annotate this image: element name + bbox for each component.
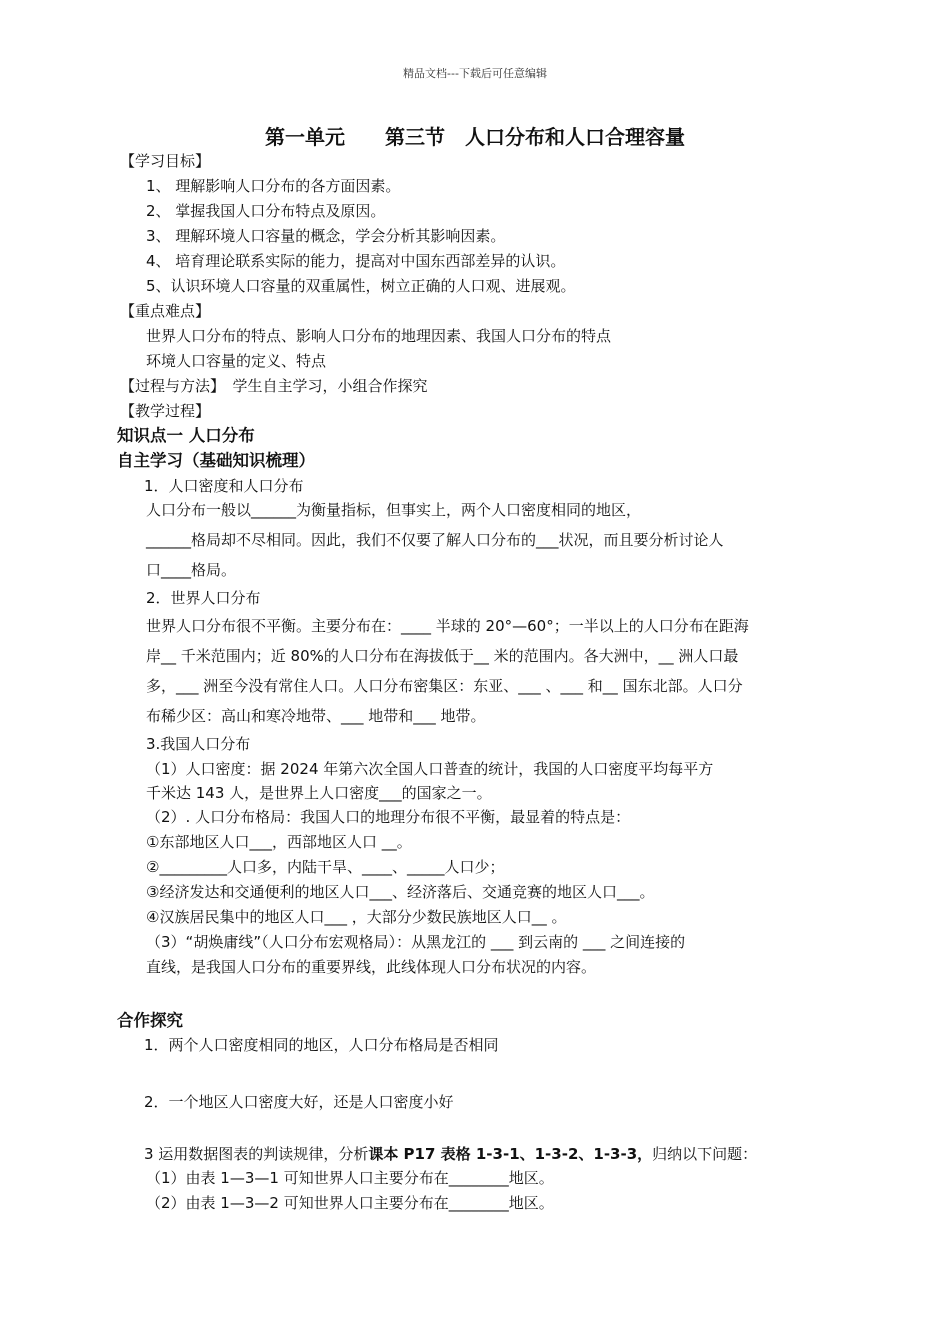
section3-line: （2）. 人口分布格局：我国人口的地理分布很不平衡，最显着的特点是： — [146, 808, 631, 826]
coop-question: 2．一个地区人口密度大好，还是人口密度小好 — [144, 1093, 454, 1111]
coop-heading: 合作探究 — [117, 1011, 183, 1030]
key-point-item: 环境人口容量的定义、特点 — [146, 352, 327, 370]
coop-subquestion: （1）由表 1—3—1 可知世界人口主要分布在________地区。 — [146, 1169, 554, 1187]
key-point-item: 世界人口分布的特点、影响人口分布的地理因素、我国人口分布的特点 — [146, 327, 612, 345]
page-title: 第一单元 第三节 人口分布和人口合理容量 — [265, 125, 685, 149]
coop-question-3 — [144, 1145, 757, 1163]
coop-question: 1．两个人口密度相同的地区，人口分布格局是否相同 — [144, 1036, 499, 1054]
goals-heading: 【学习目标】 — [120, 152, 211, 170]
section3-line: （1）人口密度：据 2024 年第六次全国人口普查的统计，我国的人口密度平均每平方 — [146, 760, 714, 778]
q3-suffix: 归纳以下问题： — [652, 1145, 758, 1163]
goal-item: 4、 培育理论联系实际的能力，提高对中国东西部差异的认识。 — [146, 252, 566, 270]
section3-line: ①东部地区人口___，西部地区人口 __。 — [146, 833, 412, 851]
section3-line: 千米达 143 人，是世界上人口密度___的国家之一。 — [146, 784, 492, 802]
section2-line: 布稀少区：高山和寒冷地带、___ 地带和___ 地带。 — [146, 707, 486, 725]
section3-title: 3.我国人口分布 — [146, 735, 251, 753]
section2-line: 岸__ 千米范围内；近 80%的人口分布在海拔低于__ 米的范围内。各大洲中，__ 洲人口最 — [146, 647, 739, 665]
key-points-heading: 【重点难点】 — [120, 302, 211, 320]
coop-subquestion: （2）由表 1—3—2 可知世界人口主要分布在________地区。 — [146, 1194, 554, 1212]
page-header: 精品文档---下载后可任意编辑 — [403, 67, 547, 80]
section1-line: 人口分布一般以______为衡量指标，但事实上，两个人口密度相同的地区， — [146, 501, 642, 519]
section2-line: 多，___ 洲至今没有常住人口。人口分布密集区：东亚、___ 、___ 和__ 国东北部。人口分 — [146, 677, 743, 695]
knowledge-point-heading: 知识点一 人口分布 — [117, 426, 255, 445]
goal-item: 1、 理解影响人口分布的各方面因素。 — [146, 177, 401, 195]
q3-prefix: 3 运用数据图表的判读规律，分析 — [144, 1145, 369, 1163]
section3-line: （3）“胡焕庸线”（人口分布宏观格局）：从黑龙江的 ___ 到云南的 ___ 之间连接的 — [146, 933, 686, 951]
method-line: 【过程与方法】 学生自主学习，小组合作探究 — [120, 377, 428, 395]
q3-textbook-ref: 课本 P17 表格 1-3-1、1-3-2、1-3-3， — [368, 1145, 653, 1163]
section1-line: 口____格局。 — [146, 561, 237, 579]
section1-line: ______格局却不尽相同。因此，我们不仅要了解人口分布的___状况，而且要分析讨论人 — [146, 531, 724, 549]
section3-line: 直线，是我国人口分布的重要界线，此线体现人口分布状况的内容。 — [146, 958, 597, 976]
goal-item: 3、 理解环境人口容量的概念，学会分析其影响因素。 — [146, 227, 506, 245]
section3-line: ③经济发达和交通便利的地区人口___、经济落后、交通竞赛的地区人口___。 — [146, 883, 655, 901]
section3-line: ②_________人口多，内陆干旱、____、_____人口少； — [146, 858, 505, 876]
section1-title: 1．人口密度和人口分布 — [144, 477, 304, 495]
goal-item: 2、 掌握我国人口分布特点及原因。 — [146, 202, 386, 220]
self-study-heading: 自主学习（基础知识梳理） — [117, 451, 315, 470]
goal-item: 5、认识环境人口容量的双重属性，树立正确的人口观、进展观。 — [146, 277, 576, 295]
section3-line: ④汉族居民集中的地区人口___ ，大部分少数民族地区人口__ 。 — [146, 908, 567, 926]
section2-line: 世界人口分布很不平衡。主要分布在：____ 半球的 20°—60°；一半以上的人口分布在距海 — [146, 617, 749, 635]
section2-title: 2．世界人口分布 — [146, 589, 261, 607]
process-heading: 【教学过程】 — [120, 402, 211, 420]
